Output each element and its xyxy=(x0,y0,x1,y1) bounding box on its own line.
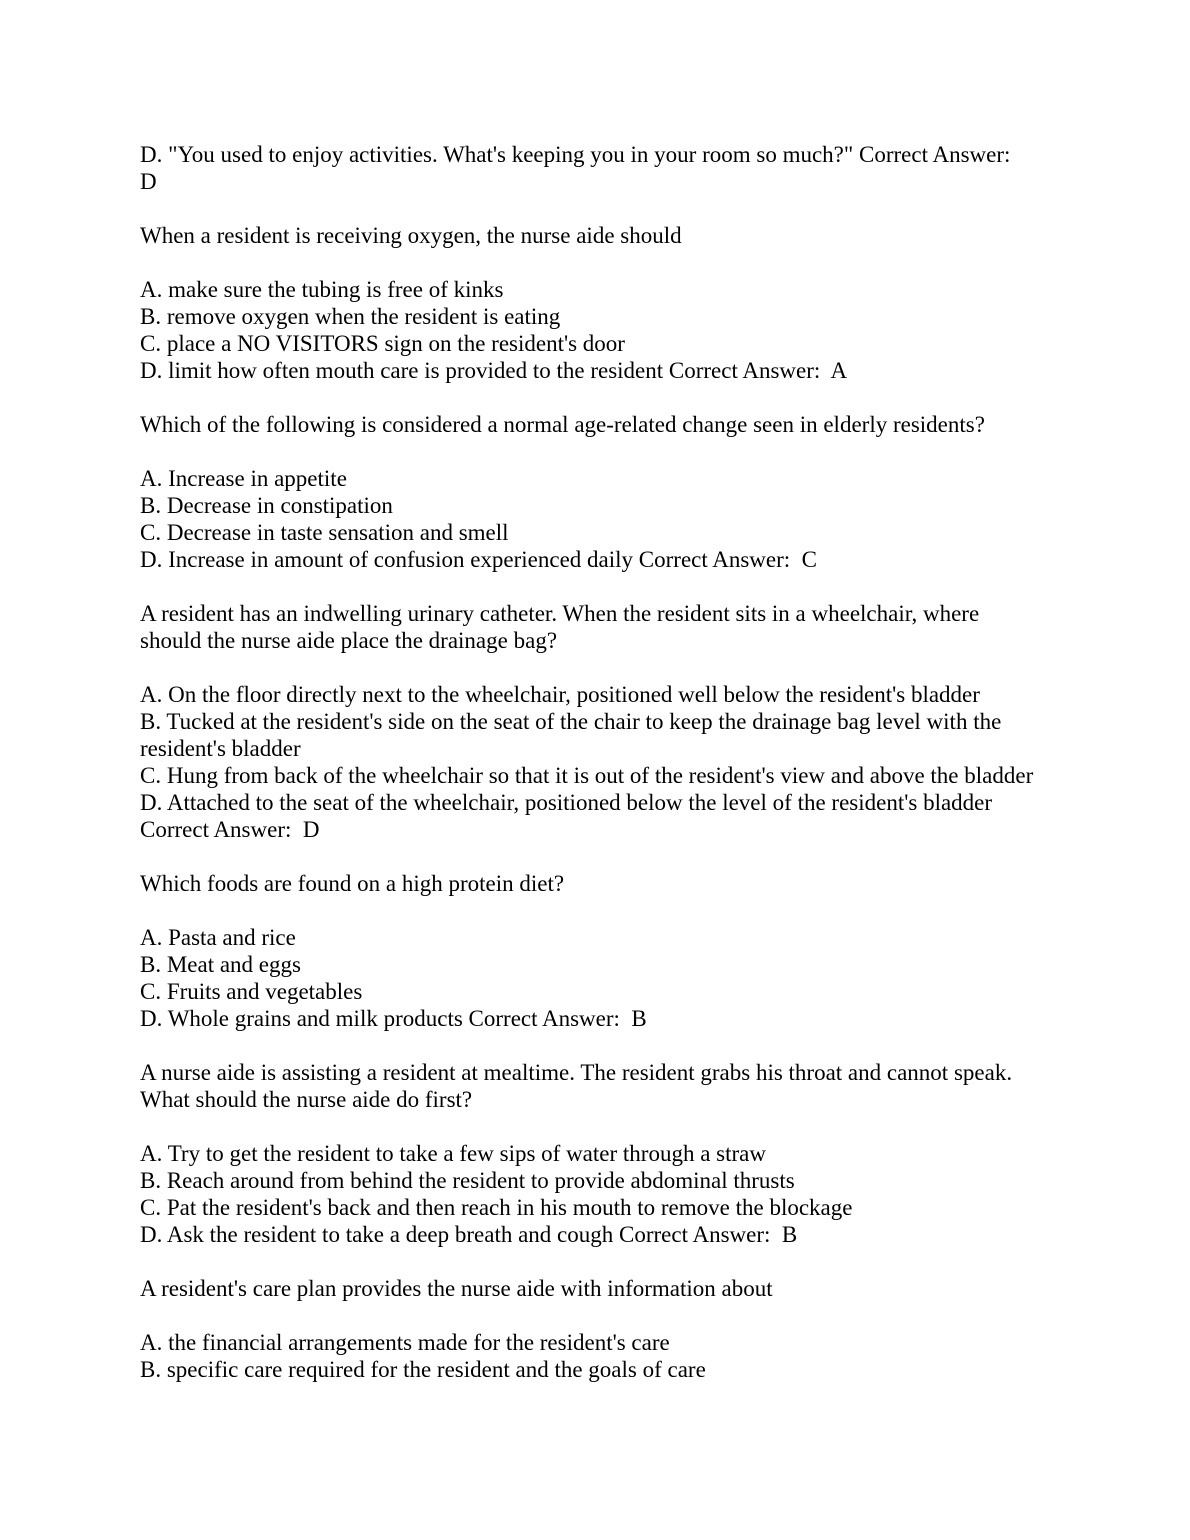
text-line: C. Pat the resident's back and then reach in his mouth to remove the blockage xyxy=(140,1195,853,1220)
question-paragraph xyxy=(140,1275,1052,1302)
text-line: A. Increase in appetite xyxy=(140,466,347,491)
options-paragraph xyxy=(140,465,1052,573)
text-line: A resident's care plan provides the nurse aide with information about xyxy=(140,1276,773,1301)
text-line: C. place a NO VISITORS sign on the resident's door xyxy=(140,331,625,356)
options-paragraph xyxy=(140,681,1052,843)
text-line: D. limit how often mouth care is provided to the resident Correct Answer: A xyxy=(140,358,848,383)
text-line: B. Tucked at the resident's side on the seat of the chair to keep the drainage bag level with the xyxy=(140,709,1002,734)
options-paragraph xyxy=(140,276,1052,384)
question-paragraph xyxy=(140,870,1052,897)
text-line: C. Fruits and vegetables xyxy=(140,979,363,1004)
document-content xyxy=(140,141,1052,1410)
text-line: A. On the floor directly next to the wheelchair, positioned well below the resident's bladder xyxy=(140,682,980,707)
question-paragraph xyxy=(140,600,1052,654)
text-line: A nurse aide is assisting a resident at mealtime. The resident grabs his throat and cannot speak. xyxy=(140,1060,1013,1085)
text-line: should the nurse aide place the drainage bag? xyxy=(140,628,558,653)
text-line: A. the financial arrangements made for the resident's care xyxy=(140,1330,670,1355)
text-line: A resident has an indwelling urinary catheter. When the resident sits in a wheelchair, where xyxy=(140,601,980,626)
text-line: D. Increase in amount of confusion experienced daily Correct Answer: C xyxy=(140,547,818,572)
options-paragraph xyxy=(140,1140,1052,1248)
text-line: Which foods are found on a high protein diet? xyxy=(140,871,565,896)
text-line: C. Decrease in taste sensation and smell xyxy=(140,520,509,545)
text-line: D. Ask the resident to take a deep breath and cough Correct Answer: B xyxy=(140,1222,798,1247)
text-line: B. Reach around from behind the resident to provide abdominal thrusts xyxy=(140,1168,795,1193)
text-line: D. Whole grains and milk products Correct Answer: B xyxy=(140,1006,647,1031)
text-line: B. Meat and eggs xyxy=(140,952,301,977)
text-line: resident's bladder xyxy=(140,736,301,761)
question-paragraph xyxy=(140,222,1052,249)
text-line: Correct Answer: D xyxy=(140,817,320,842)
text-line: What should the nurse aide do first? xyxy=(140,1087,473,1112)
options-paragraph xyxy=(140,1329,1052,1383)
question-paragraph xyxy=(140,411,1052,438)
text-line: A. Pasta and rice xyxy=(140,925,296,950)
text-line: B. specific care required for the resident and the goals of care xyxy=(140,1357,706,1382)
text-line: D. "You used to enjoy activities. What's keeping you in your room so much?" Correct Answer: xyxy=(140,142,1011,167)
text-line: D. Attached to the seat of the wheelchair, positioned below the level of the resident's bladder xyxy=(140,790,993,815)
text-line: When a resident is receiving oxygen, the nurse aide should xyxy=(140,223,682,248)
text-line: B. Decrease in constipation xyxy=(140,493,393,518)
options-paragraph xyxy=(140,924,1052,1032)
question-paragraph xyxy=(140,1059,1052,1113)
text-line: Which of the following is considered a normal age-related change seen in elderly residents? xyxy=(140,412,985,437)
text-line: C. Hung from back of the wheelchair so that it is out of the resident's view and above the bladder xyxy=(140,763,1034,788)
text-line: B. remove oxygen when the resident is eating xyxy=(140,304,561,329)
text-line: D xyxy=(140,169,157,194)
answer-continuation-paragraph xyxy=(140,141,1052,195)
text-line: A. make sure the tubing is free of kinks xyxy=(140,277,504,302)
text-line: A. Try to get the resident to take a few sips of water through a straw xyxy=(140,1141,766,1166)
